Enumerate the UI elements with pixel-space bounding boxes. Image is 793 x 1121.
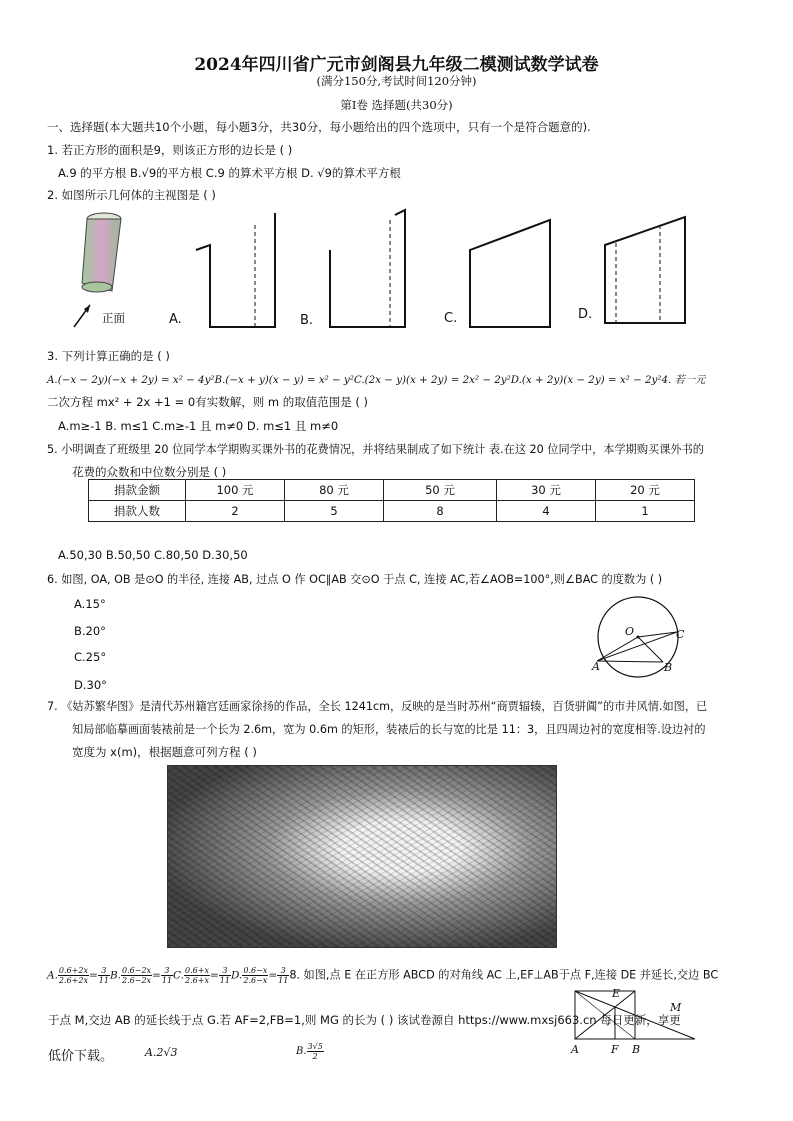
table-cell: 1 [596, 501, 695, 522]
table-cell: 50 元 [384, 480, 497, 501]
q8-point-a: A [571, 1043, 579, 1056]
q4-options: A.m≥-1 B. m≤1 C.m≥-1 且 m≠0 D. m≤1 且 m≠0 [58, 419, 339, 433]
fraction-numerator: 3 [277, 966, 289, 976]
table-row [89, 480, 695, 501]
table-row [89, 501, 695, 522]
q7-line-1: 7. 《姑苏繁华图》是清代苏州籍宫廷画家徐扬的作品，全长 1241cm，反映的是当时苏州“商贾辐辏，百货骈阗”的市井风情.如图，已 [47, 700, 708, 713]
q8-stem-line-1: 8. 如图,点 E 在正方形 ABCD 的对角线 AC 上,EF⊥AB于点 F,连接 DE 并延长,交边 BC [289, 968, 719, 982]
q8-option-b [296, 1042, 324, 1061]
q6-point-a: A [592, 660, 600, 673]
q8-stem-line-2: 于点 M,交边 AB 的延长线于点 G.若 AF=2,FB=1,则 MG 的长为 ( ) 该试卷源自 https://www.mxsj663.cn 每日更新，享更 [48, 1013, 681, 1027]
table-cell: 2 [186, 501, 285, 522]
q5-table [88, 479, 695, 522]
q7-option-b-label: B. [109, 969, 122, 982]
q7-option-d-fraction [242, 966, 268, 985]
q1-stem: 1. 若正方形的面积是9，则该正方形的边长是 ( ) [47, 143, 293, 157]
fraction-numerator: 3 [161, 966, 173, 976]
equals-sign: = [209, 969, 219, 982]
equals-sign: = [268, 969, 278, 982]
q7-line-2: 知局部临摹画面装裱前是一个长为 2.6m，宽为 0.6m 的矩形，装裱后的长与宽的比是 11：3，且四周边衬的宽度相等.设边衬的 [72, 723, 706, 736]
fraction-denominator: 11 [278, 976, 289, 985]
option-a-figure [196, 213, 275, 327]
q8-option-b-fraction [307, 1042, 324, 1061]
q3-stem: 3. 下列计算正确的是 ( ) [47, 349, 170, 363]
section-heading: 第Ⅰ卷 选择题(共30分) [340, 98, 453, 112]
q5-stem: 5. 小明调查了班级里 20 位同学本学期购买课外书的花费情况，并将结果制成了如下统计 表.在这 20 位同学中，本学期购买课外书的 [47, 443, 704, 456]
table-cell: 30 元 [497, 480, 596, 501]
q7-option-b-fraction [121, 966, 152, 985]
table-cell: 80 元 [285, 480, 384, 501]
q7-option-c-ratio [219, 966, 231, 985]
q8-point-f: F [611, 1043, 619, 1056]
fraction-denominator: 11 [219, 976, 230, 985]
q6-point-o: O [625, 625, 635, 638]
q2-label-d: D. [578, 307, 593, 322]
table-cell: 5 [285, 501, 384, 522]
fraction-denominator: 2.6+x [185, 976, 209, 985]
q8-stem-line-3: 低价下载。 [48, 1049, 114, 1064]
option-c-figure [470, 220, 550, 327]
fraction-numerator: 0.6−x [243, 966, 268, 975]
q8-point-b: B [632, 1043, 641, 1056]
q7-option-c-label: C. [173, 969, 185, 982]
q6-option-c: C.25° [74, 650, 107, 664]
option-b-figure [330, 210, 405, 327]
q7-option-b-ratio [161, 966, 173, 985]
q5-stem-2: 花费的众数和中位数分别是 ( ) [72, 465, 227, 479]
equals-sign: = [152, 969, 161, 982]
exam-title: 2024年四川省广元市剑阁县九年级二模测试数学试卷 [194, 55, 599, 75]
q6-stem: 6. 如图, OA, OB 是⊙O 的半径, 连接 AB, 过点 O 作 OC∥AB 交⊙O 于点 C, 连接 AC,若∠AOB=100°,则∠BAC 的度数为 ( ) [47, 573, 663, 586]
fraction-numerator: 3 [219, 966, 231, 976]
instructions: 一、选择题(本大题共10个小题，每小题3分，共30分，每小题给出的四个选项中，只有一个是符合题意的). [47, 120, 591, 134]
table-cell: 捐款金额 [89, 480, 186, 501]
q5-options: A.50,30 B.50,50 C.80,50 D.30,50 [58, 548, 248, 562]
fraction-numerator: 3 [98, 966, 110, 976]
q8-option-a: A.2√3 [145, 1046, 178, 1059]
q2-label-b: B. [300, 313, 314, 328]
q7-option-a-ratio [98, 966, 110, 985]
q7-option-d-label: D. [230, 969, 243, 982]
table-cell: 4 [497, 501, 596, 522]
q2-label-a: A. [169, 312, 182, 327]
fraction-denominator: 2.6−2x [122, 976, 152, 985]
fraction-numerator: 0.6+2x [58, 966, 88, 975]
q6-option-d: D.30° [74, 678, 107, 692]
fraction-numerator: 3√5 [307, 1042, 323, 1051]
q2-stem: 2. 如图所示几何体的主视图是 ( ) [47, 188, 216, 202]
q1-options: A.9 的平方根 B.√9的平方根 C.9 的算术平方根 D. √9的算术平方根 [58, 166, 401, 180]
table-cell: 捐款人数 [89, 501, 186, 522]
exam-subtitle: (满分150分,考试时间120分钟) [316, 74, 477, 88]
table-cell: 8 [384, 501, 497, 522]
q7-option-a-fraction [58, 966, 89, 985]
fraction-numerator: 0.6−2x [122, 966, 152, 975]
q2-figures [60, 205, 760, 330]
q7-option-a-label: A. [47, 969, 58, 982]
q7-options-line [47, 966, 718, 985]
equals-sign: = [88, 969, 98, 982]
q2-label-c: C. [444, 311, 458, 326]
q4-stem: 二次方程 mx² + 2x +1 = 0有实数解，则 m 的取值范围是 ( ) [47, 395, 369, 409]
q6-point-c: C [676, 628, 685, 641]
q8-point-m: M [670, 1001, 682, 1014]
table-cell: 20 元 [596, 480, 695, 501]
fraction-denominator: 2 [312, 1052, 318, 1061]
q8-option-b-label: B. [296, 1046, 307, 1057]
fraction-denominator: 2.6−x [243, 976, 268, 985]
q6-option-b: B.20° [74, 624, 106, 638]
q6-option-a: A.15° [74, 597, 106, 611]
fraction-denominator: 11 [98, 976, 109, 985]
fraction-denominator: 2.6+2x [58, 976, 88, 985]
table-cell: 100 元 [186, 480, 285, 501]
q2-front-label: 正面 [102, 311, 125, 325]
option-d-figure [605, 217, 685, 323]
gusu-painting-image [167, 765, 557, 948]
q6-point-b: B [664, 661, 673, 674]
q7-line-3: 宽度为 x(m)，根据题意可列方程 ( ) [72, 745, 257, 759]
q7-option-d-ratio [277, 966, 289, 985]
q7-option-c-fraction [184, 966, 210, 985]
fraction-numerator: 0.6+x [185, 966, 209, 975]
fraction-denominator: 11 [161, 976, 173, 985]
q8-point-e: E [612, 987, 621, 1000]
q3-options-line: A.(−x − 2y)(−x + 2y) = x² − 4y²B.(−x + y)(x − y) = x² − y²C.(2x − y)(x + 2y) = 2x² − 2y²D.(x + 2y)(x − 2y) = x² − 2y²4. 若一元 [47, 374, 706, 386]
